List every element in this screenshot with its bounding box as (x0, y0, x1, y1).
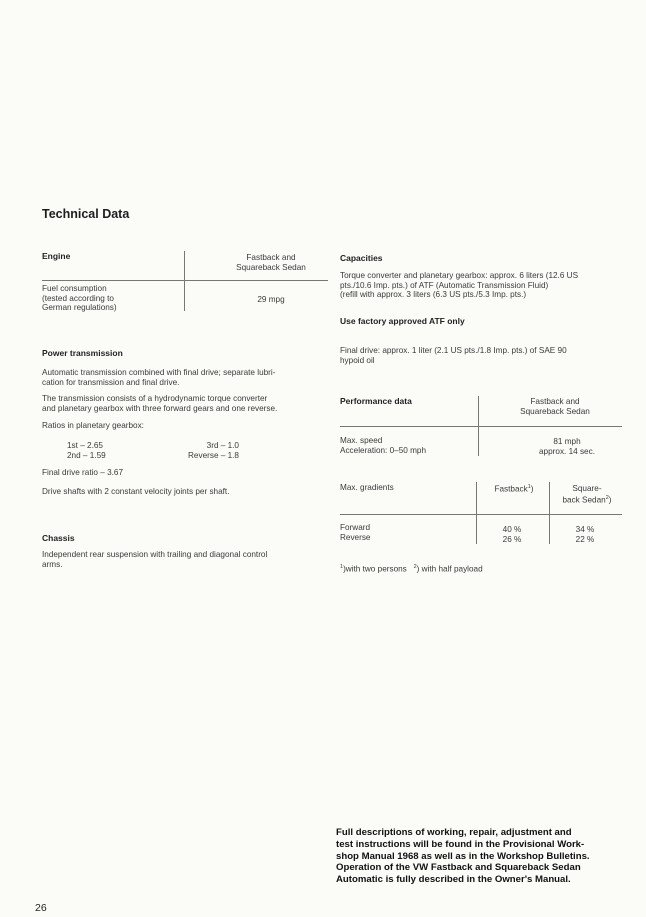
chassis-heading: Chassis (42, 533, 75, 543)
performance-values: 81 mph approx. 14 sec. (539, 437, 595, 456)
gradients-divider-2 (549, 482, 550, 544)
capacities-heading: Capacities (340, 253, 383, 263)
engine-column-header: Fastback and Squareback Sedan (236, 253, 306, 272)
closing-note: Full descriptions of working, repair, adjustment and test instructions will be found in the Provisional Work- shop Manual 1968 as well as in the Workshop Bulletins. Operation of the VW Fastback and Squareback Sedan Automatic is fully described in the Owner's Manual. (336, 827, 590, 886)
gradients-divider-1 (476, 482, 477, 544)
final-drive-capacity: Final drive: approx. 1 liter (2.1 US pts./1.8 Imp. pts.) of SAE 90 hypoid oil (340, 346, 567, 365)
gradients-col1-header: Fastback$^1$) (494, 484, 534, 494)
gradients-col2-header: Square- back Sedan$^2$) (562, 484, 612, 505)
page-number: 26 (35, 902, 47, 914)
drive-shafts: Drive shafts with 2 constant velocity joints per shaft. (42, 487, 230, 496)
capacities-text: Torque converter and planetary gearbox: approx. 6 liters (12.6 US pts./10.6 Imp. pts.) of ATF (Automatic Transmission Fluid) (refill with approx. 3 liters (6.3 US pts./5.3 Imp. pts.) (340, 271, 579, 300)
power-transmission-para1: Automatic transmission combined with final drive; separate lubri- cation for transmission and final drive. (42, 368, 276, 387)
ratios-label: Ratios in planetary gearbox: (42, 421, 144, 430)
ratios-right: 3rd – 1.0 Reverse – 1.8 (188, 441, 239, 460)
performance-heading: Performance data (340, 396, 412, 406)
performance-table-rule (340, 426, 622, 427)
page-title: Technical Data (42, 207, 130, 221)
gradients-col1-values: 40 % 26 % (502, 525, 522, 544)
gradients-table-rule (340, 514, 622, 515)
power-transmission-heading: Power transmission (42, 348, 123, 358)
gradients-row-labels: Forward Reverse (340, 523, 371, 542)
final-drive-ratio: Final drive ratio – 3.67 (42, 468, 124, 477)
gradients-footnote: $^1$)with two persons $^2$) with half payload (340, 564, 483, 574)
ratios-left: 1st – 2.65 2nd – 1.59 (67, 441, 106, 460)
power-transmission-para2: The transmission consists of a hydrodynamic torque converter and planetary gearbox with three forward gears and one reverse. (42, 394, 278, 413)
gradients-col2-values: 34 % 22 % (575, 525, 595, 544)
fuel-consumption-value: 29 mpg (257, 295, 285, 304)
engine-heading: Engine (42, 251, 71, 261)
performance-column-header: Fastback and Squareback Sedan (520, 397, 590, 416)
performance-labels: Max. speed Acceleration: 0–50 mph (340, 436, 427, 455)
engine-table-divider (184, 251, 185, 311)
chassis-text: Independent rear suspension with trailing and diagonal control arms. (42, 550, 268, 569)
gradients-heading: Max. gradients (340, 483, 394, 492)
atf-note: Use factory approved ATF only (340, 316, 465, 326)
engine-table-rule (42, 280, 328, 281)
fuel-consumption-label: Fuel consumption (tested according to German regulations) (42, 284, 117, 313)
